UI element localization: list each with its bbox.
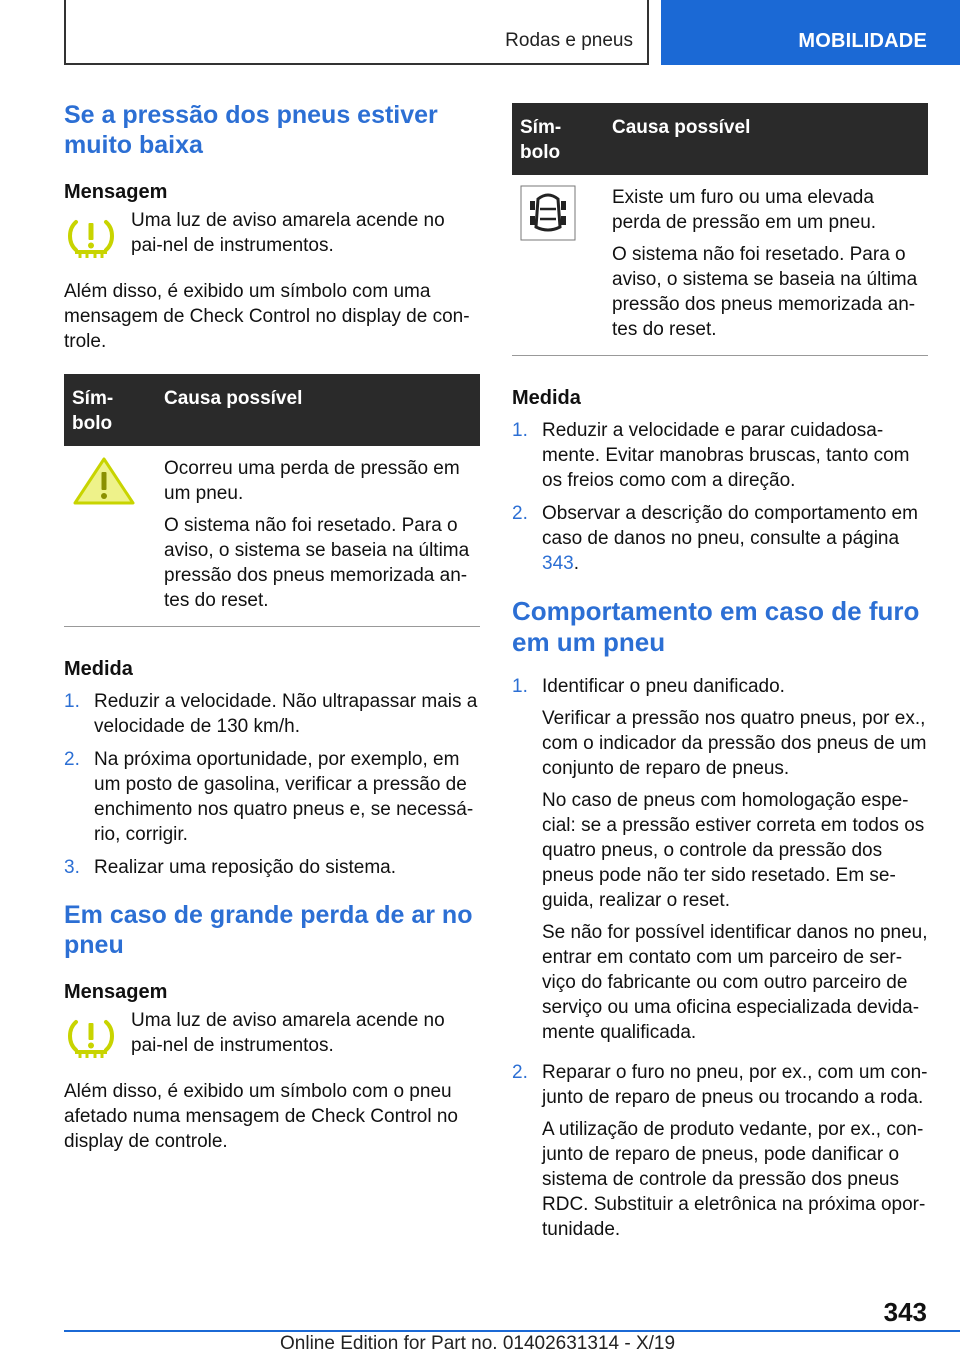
table-cell-symbol bbox=[512, 175, 604, 356]
right-column bbox=[512, 103, 928, 1269]
list-item bbox=[512, 1060, 928, 1249]
list-item bbox=[512, 674, 928, 1052]
table-row bbox=[64, 446, 480, 627]
heading-big-air-loss: Em caso de grande perda de ar no pneu bbox=[64, 901, 473, 959]
message-block bbox=[64, 208, 480, 263]
cause-text-2: O sistema não foi resetado. Para o aviso, o sistema se baseia na última pressão dos pneus memorizada an-tes do reset. bbox=[612, 244, 918, 340]
car-tire-position-icon bbox=[520, 185, 596, 246]
step-number: 1. bbox=[512, 420, 528, 441]
step-number: 3. bbox=[64, 857, 80, 878]
message-extra-text: Além disso, é exibido um símbolo com o pneu afetado numa mensagem de Check Control no display de controle. bbox=[64, 1081, 458, 1152]
footer-edition-text: Online Edition for Part no. 01402631314 - X/19 bbox=[280, 1333, 676, 1354]
step-text: Realizar uma reposição do sistema. bbox=[94, 857, 397, 878]
cause-text-1: Ocorreu uma perda de pressão em um pneu. bbox=[164, 458, 460, 504]
message-extra-text: Além disso, é exibido um símbolo com uma mensagem de Check Control no display de con-trole. bbox=[64, 281, 470, 352]
cause-text-1: Existe um furo ou uma elevada perda de pressão em um pneu. bbox=[612, 187, 877, 233]
step-number: 2. bbox=[64, 749, 80, 770]
measure-steps-list bbox=[64, 689, 480, 880]
step-content bbox=[542, 674, 928, 1052]
table-header-symbol: Sím-bolo bbox=[512, 103, 604, 175]
table-header-symbol: Sím-bolo bbox=[64, 374, 156, 446]
step-text-end: . bbox=[573, 553, 579, 574]
warning-triangle-icon bbox=[72, 456, 148, 511]
puncture-steps-list bbox=[512, 674, 928, 1249]
step-paragraph: Reparar o furo no pneu, por ex., com um con-junto de reparo de pneus ou trocando a roda. bbox=[542, 1062, 928, 1108]
tire-pressure-warning-icon bbox=[64, 1008, 131, 1063]
step-paragraph: No caso de pneus com homologação espe-cial: se a pressão estiver correta em todos os quatro pneus, o controle da pressão dos pneus pode não ter sido resetado. Em se-guida, realizar o reset. bbox=[542, 790, 925, 911]
table-row bbox=[512, 175, 928, 356]
table-header-cause: Causa possível bbox=[604, 103, 928, 175]
step-paragraph: Se não for possível identificar danos no pneu, entrar em contato com um parceiro de ser-viço do fabricante ou com outro parceiro de serviço ou uma oficina especializada devida-mente qualificada. bbox=[542, 922, 928, 1043]
list-item bbox=[64, 855, 480, 880]
list-item bbox=[512, 418, 928, 493]
step-paragraph: Verificar a pressão nos quatro pneus, por ex., com o indicador da pressão dos pneus de um conjunto de reparo de pneus. bbox=[542, 708, 927, 779]
list-item bbox=[64, 747, 480, 847]
measure-steps-list bbox=[512, 418, 928, 576]
measure-heading: Medida bbox=[64, 658, 133, 680]
symbol-cause-table bbox=[512, 103, 928, 356]
step-content bbox=[542, 1060, 928, 1249]
step-number: 1. bbox=[64, 691, 80, 712]
message-heading: Mensagem bbox=[64, 981, 168, 1003]
list-item bbox=[64, 689, 480, 739]
step-paragraph: A utilização de produto vedante, por ex., con-junto de reparo de pneus, pode danificar o sistema de controle da pressão dos pneus RDC. Substituir a eletrônica na próxima opor-tunidade. bbox=[542, 1119, 926, 1240]
step-number: 2. bbox=[512, 1062, 528, 1083]
footer-divider-end bbox=[862, 1330, 960, 1332]
message-block bbox=[64, 1008, 480, 1063]
table-cell-cause bbox=[604, 175, 928, 356]
cause-text-2: O sistema não foi resetado. Para o aviso, o sistema se baseia na última pressão dos pneus memorizada an-tes do reset. bbox=[164, 515, 470, 611]
footer-divider bbox=[64, 1330, 862, 1332]
message-text: Uma luz de aviso amarela acende no pai-nel de instrumentos. bbox=[131, 1010, 445, 1056]
step-text: Reduzir a velocidade. Não ultrapassar mais a velocidade de 130 km/h. bbox=[94, 691, 478, 737]
header-section-title: Rodas e pneus bbox=[505, 30, 633, 51]
table-cell-cause bbox=[156, 446, 480, 627]
list-item bbox=[512, 501, 928, 576]
step-text-main: Observar a descrição do comportamento em caso de danos no pneu, consulte a página bbox=[542, 503, 918, 549]
step-paragraph: Identificar o pneu danificado. bbox=[542, 676, 785, 697]
tire-pressure-warning-icon bbox=[64, 208, 131, 263]
header-chapter-title: MOBILIDADE bbox=[798, 30, 927, 52]
heading-low-pressure: Se a pressão dos pneus estiver muito baixa bbox=[64, 101, 438, 159]
table-cell-symbol bbox=[64, 446, 156, 627]
left-column bbox=[64, 100, 480, 1154]
step-number: 1. bbox=[512, 676, 528, 697]
page-number: 343 bbox=[883, 1297, 927, 1327]
header-section-box bbox=[64, 0, 649, 65]
symbol-cause-table bbox=[64, 374, 480, 627]
step-text: Na próxima oportunidade, por exemplo, em um posto de gasolina, verificar a pressão de enchimento nos quatro pneus e, se necessá-rio, corrigir. bbox=[94, 749, 474, 845]
message-text: Uma luz de aviso amarela acende no pai-nel de instrumentos. bbox=[131, 210, 445, 256]
message-heading: Mensagem bbox=[64, 181, 168, 203]
page-reference-link[interactable]: 343 bbox=[542, 553, 574, 574]
heading-puncture-behaviour: Comportamento em caso de furo em um pneu bbox=[512, 596, 920, 657]
step-number: 2. bbox=[512, 503, 528, 524]
header-chapter-tab bbox=[661, 0, 960, 65]
page-header bbox=[0, 0, 960, 66]
step-text: Reduzir a velocidade e parar cuidadosa-mente. Evitar manobras bruscas, tanto com os freios como com a direção. bbox=[542, 420, 910, 491]
measure-heading: Medida bbox=[512, 387, 581, 409]
step-text bbox=[542, 501, 928, 576]
table-header-cause: Causa possível bbox=[156, 374, 480, 446]
